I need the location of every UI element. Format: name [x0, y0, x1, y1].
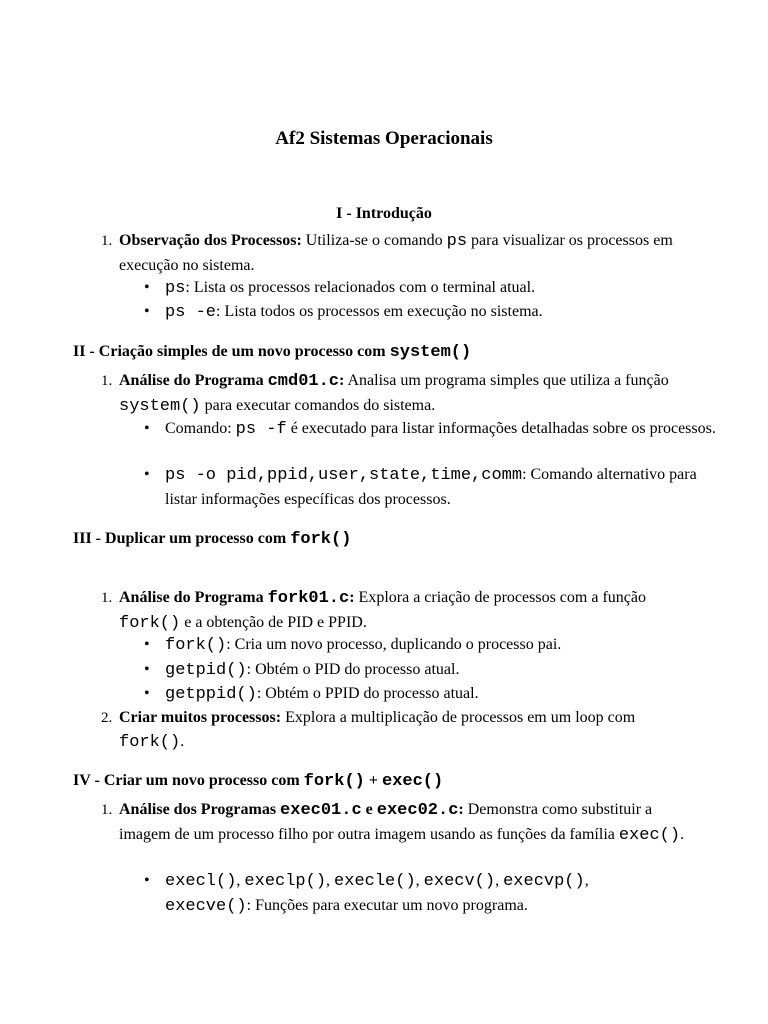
list-item-muitos-processos — [119, 706, 699, 755]
list-item-fork01 — [119, 586, 699, 636]
item-bold-label: Criar muitos processos: — [119, 709, 282, 726]
item-text: e a obtenção de PID e PPID. — [180, 614, 367, 631]
bullet-icon: • — [144, 685, 150, 702]
item-bold-label: Análise do Programa — [119, 372, 268, 389]
item-text: Analisa um programa simples que utiliza a função — [344, 372, 669, 389]
section-heading-fork — [73, 528, 351, 551]
code-ps: ps — [165, 279, 186, 298]
heading-code: fork() — [290, 530, 352, 549]
list-item-cmd01 — [119, 369, 699, 419]
item-bold-label: Observação dos Processos: — [119, 232, 302, 249]
separator: , — [415, 872, 424, 889]
bullet-item — [165, 682, 725, 707]
list-number: 1. — [101, 802, 113, 818]
bullet-text: : Obtém o PPID do processo atual. — [256, 685, 479, 702]
document-title: Af2 Sistemas Operacionais — [275, 128, 493, 149]
code-execlp: execlp() — [244, 872, 327, 891]
section-heading-introducao: I - Introdução — [336, 205, 432, 222]
code-execv: execv() — [423, 872, 496, 891]
heading-code: exec() — [382, 772, 444, 791]
bullet-icon: • — [144, 279, 150, 296]
item-bold-colon: : — [458, 801, 464, 818]
bullet-text: é executado para listar informações detalhadas sobre os processos. — [286, 420, 716, 437]
code-getppid: getppid() — [165, 685, 257, 704]
item-text: Utiliza-se o comando — [301, 232, 447, 249]
separator: , — [584, 872, 589, 889]
bullet-icon: • — [144, 303, 150, 320]
bullet-item — [165, 633, 725, 658]
item-bold-colon: : — [339, 372, 345, 389]
code-execle: execle() — [334, 872, 416, 891]
bullet-icon: • — [144, 420, 150, 437]
code-exec: exec() — [618, 826, 681, 845]
bullet-item — [165, 463, 725, 512]
code-fork: fork() — [119, 614, 181, 633]
bullet-text: Comando: — [165, 420, 236, 437]
section-heading-system — [73, 341, 471, 364]
separator: , — [495, 872, 504, 889]
bullet-text: : Comando alternativo para listar informações específicas dos processos. — [165, 466, 697, 508]
bullet-text: : Cria um novo processo, duplicando o processo pai. — [226, 636, 562, 653]
item-text: Demonstra como substituir a imagem de um processo filho por outra imagem usando as funções da família — [119, 801, 653, 843]
code-fork: fork() — [119, 733, 181, 752]
item-text: para visualizar os processos em execução no sistema. — [119, 232, 673, 274]
item-text: para executar comandos do sistema. — [200, 397, 436, 414]
code-ps-f: ps -f — [235, 420, 287, 439]
code-execve: execve() — [165, 897, 247, 916]
item-bold-code: exec02.c — [376, 801, 459, 820]
item-bold-colon: : — [349, 589, 355, 606]
list-number: 2. — [101, 710, 113, 726]
heading-text: II - Criação simples de um novo processo com — [73, 343, 390, 360]
bullet-icon: • — [144, 872, 150, 889]
bullet-icon: • — [144, 466, 150, 483]
section-heading-fork-exec — [73, 770, 443, 793]
separator: , — [236, 872, 245, 889]
item-bold-and: e — [361, 801, 377, 818]
heading-plus: + — [364, 772, 382, 789]
code-system: system() — [119, 397, 201, 416]
item-text: . — [180, 733, 185, 750]
item-bold-label: Análise dos Programas — [119, 801, 281, 818]
code-fork: fork() — [165, 636, 227, 655]
bullet-text: : Funções para executar um novo programa. — [246, 897, 528, 914]
item-text: Explora a criação de processos com a função — [354, 589, 646, 606]
bullet-text: : Lista os processos relacionados com o terminal atual. — [185, 279, 536, 296]
item-bold-code: cmd01.c — [267, 372, 340, 391]
code-execvp: execvp() — [503, 872, 585, 891]
code-ps-e: ps -e — [165, 303, 217, 322]
bullet-item — [165, 276, 725, 301]
code-ps: ps — [446, 232, 468, 251]
item-bold-code: fork01.c — [267, 589, 350, 608]
bullet-item — [165, 658, 725, 683]
list-item-observacao — [119, 229, 699, 278]
heading-text: III - Duplicar um processo com — [73, 530, 291, 547]
bullet-icon: • — [144, 636, 150, 653]
heading-code: fork() — [303, 772, 365, 791]
code-execl: execl() — [165, 872, 237, 891]
bullet-item — [165, 300, 725, 325]
list-number: 1. — [101, 590, 113, 606]
code-getpid: getpid() — [165, 661, 247, 680]
separator: , — [326, 872, 335, 889]
bullet-item — [165, 417, 725, 442]
bullet-icon: • — [144, 661, 150, 678]
bullet-text: : Lista todos os processos em execução no sistema. — [216, 303, 543, 320]
item-text: . — [680, 826, 685, 843]
item-bold-label: Análise do Programa — [119, 589, 268, 606]
bullet-text: : Obtém o PID do processo atual. — [246, 661, 460, 678]
list-item-exec — [119, 798, 699, 848]
list-number: 1. — [101, 233, 113, 249]
list-number: 1. — [101, 373, 113, 389]
item-bold-code: exec01.c — [280, 801, 362, 820]
heading-text: IV - Criar um novo processo com — [73, 772, 304, 789]
bullet-item — [165, 869, 635, 919]
item-text: Explora a multiplicação de processos em um loop com — [281, 709, 636, 726]
heading-code: system() — [389, 343, 472, 362]
code-ps-o: ps -o pid,ppid,user,state,time,comm — [165, 466, 523, 485]
